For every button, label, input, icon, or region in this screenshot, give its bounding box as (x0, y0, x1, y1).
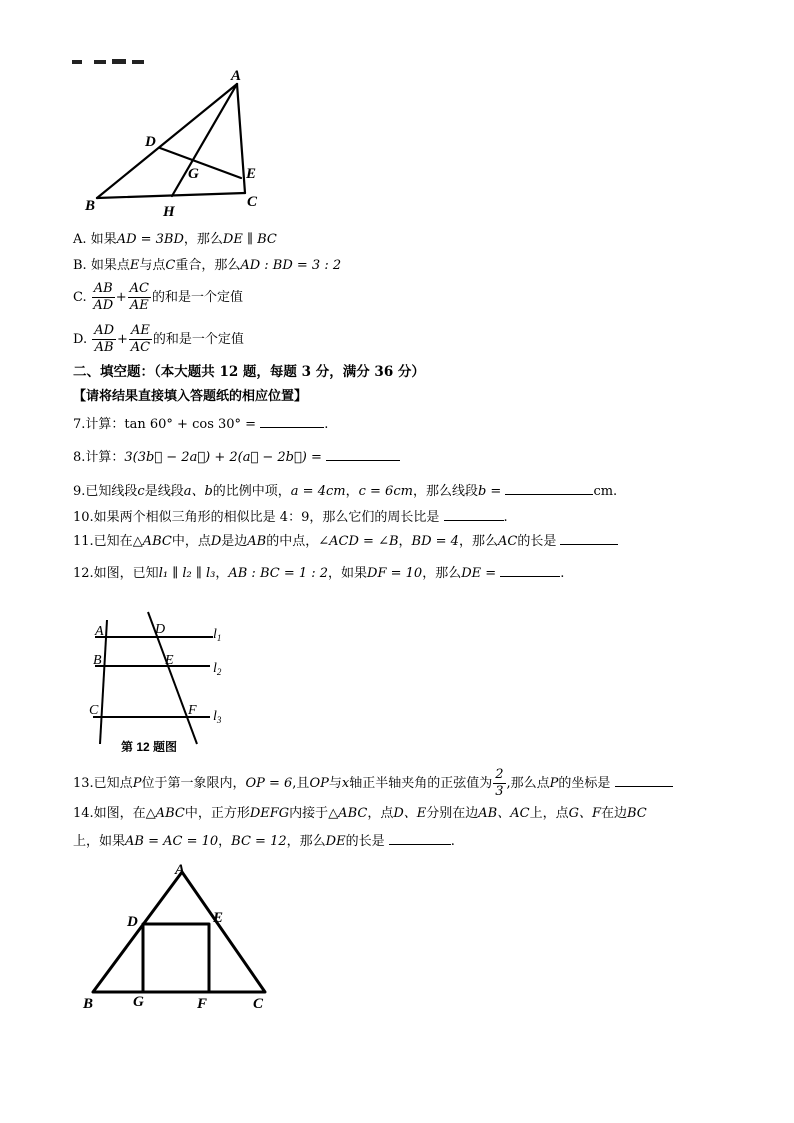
segment-DE (160, 148, 241, 178)
answer-blank-12[interactable] (500, 562, 560, 577)
answer-blank-7[interactable] (260, 413, 324, 428)
label-E: E (213, 910, 224, 926)
label-l3: $l_3$ (213, 709, 222, 725)
label-C: C (247, 194, 258, 210)
label-B: B (83, 996, 94, 1012)
label-F: F (197, 996, 208, 1012)
segment-AH (172, 84, 237, 196)
label-B: B (93, 653, 102, 668)
label-G: G (188, 166, 199, 182)
figure-caption: 第 12 题图 (121, 740, 178, 752)
square-DEFG (143, 924, 209, 992)
fraction-ab-ad: $\frac{AB}{AD}$ (93, 281, 114, 313)
label-H: H (163, 204, 175, 220)
segment-AB (97, 84, 237, 198)
answer-blank-13[interactable] (615, 772, 673, 787)
label-C: C (89, 703, 99, 718)
option-b: B. 如果点E与点C重合，那么AD : BD = 3 : 2 (73, 258, 342, 273)
question-8: 8.计算：3(3b⃗ − 2a⃗) + 2(a⃗ − 2b⃗) = (73, 446, 400, 468)
label-A: A (95, 624, 104, 639)
answer-blank-8[interactable] (326, 446, 400, 461)
question-11: 11.已知在△ABC中，点D是边AB的中点，∠ACD = ∠B，BD = 4，那么AC的长是 (73, 530, 618, 552)
option-a: A. 如果AD = 3BD，那么DE ∥ BC (73, 232, 277, 247)
triangle-ABC (93, 872, 265, 992)
answer-blank-14[interactable] (389, 830, 451, 845)
fraction-ad-ab: $\frac{AD}{AB}$ (94, 323, 115, 355)
label-B: B (85, 198, 96, 214)
inscribed-square-figure (75, 858, 285, 1018)
fraction-ae-ac: $\frac{AE}{AC}$ (130, 323, 151, 355)
answer-blank-10[interactable] (444, 506, 504, 521)
label-F: F (188, 703, 197, 718)
question-14-line-1: 14.如图，在△ABC中，正方形DEFG内接于△ABC，点D、E分别在边AB、AC上，点G、F在边BC (73, 806, 647, 821)
label-A: A (175, 862, 186, 878)
label-G: G (133, 994, 144, 1010)
question-12: 12.如图，已知l₁ ∥ l₂ ∥ l₃，AB : BC = 1 : 2，如果DF = 10，那么DE = . (73, 562, 564, 584)
question-13: 13.已知点P位于第一象限内，OP = 6,且OP与x轴正半轴夹角的正弦值为 $\frac{2}{3}$ ,那么点P的坐标是 (73, 764, 673, 804)
label-E: E (165, 653, 174, 668)
fraction-2-3: $\frac{2}{3}$ (495, 767, 504, 799)
label-D: D (145, 134, 156, 150)
label-E: E (246, 166, 257, 182)
question-9: 9.已知线段c是线段a、b的比例中项，a = 4cm，c = 6cm，那么线段b = cm. (73, 480, 617, 502)
label-A: A (231, 68, 242, 84)
answer-blank-11[interactable] (560, 530, 618, 545)
label-D: D (127, 914, 138, 930)
label-D: D (155, 622, 166, 637)
question-7: 7.计算：tan 60° + cos 30° = . (73, 413, 328, 435)
question-10: 10.如果两个相似三角形的相似比是 4：9，那么它们的周长比是 . (73, 506, 508, 528)
segment-BC (97, 193, 245, 198)
parallel-lines-figure (85, 600, 245, 752)
question-14-line-2: 上，如果AB = AC = 10，BC = 12，那么DE的长是 . (73, 830, 455, 852)
section-2-title: 二、填空题：（本大题共 12 题，每题 3 分，满分 36 分） (73, 364, 425, 380)
label-l1: $l_1$ (213, 627, 222, 643)
label-C: C (253, 996, 264, 1012)
triangle-figure-1 (75, 62, 275, 222)
answer-blank-9[interactable] (505, 480, 593, 495)
option-d: D. $\frac{AD}{AB}$ + $\frac{AE}{AC}$ 的和是一个定值 (73, 323, 244, 355)
label-l2: $l_2$ (213, 661, 222, 677)
option-c: C. $\frac{AB}{AD}$ + $\frac{AC}{AE}$ 的和是一个定值 (73, 281, 243, 313)
fraction-ac-ae: $\frac{AC}{AE}$ (129, 281, 149, 313)
section-2-instruction: 【请将结果直接填入答题纸的相应位置】 (73, 389, 308, 404)
